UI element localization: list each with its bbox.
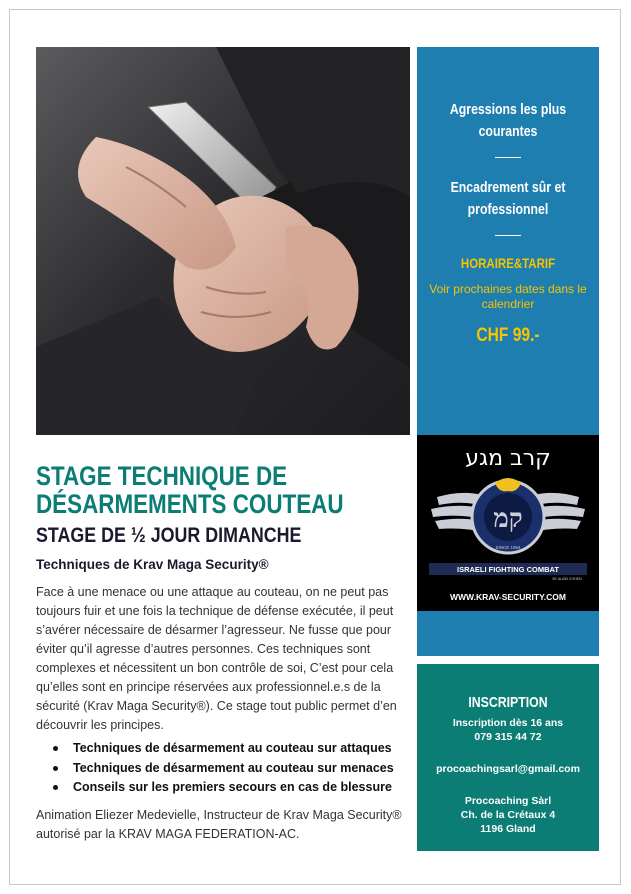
inscription-email[interactable]: procoachingsarl@gmail.com: [436, 763, 580, 775]
main-title-line-1: STAGE TECHNIQUE DE: [36, 461, 288, 491]
list-item: Techniques de désarmement au couteau sur attaques: [36, 739, 416, 759]
main-title: [36, 462, 351, 518]
blue-spacer: [417, 611, 599, 656]
svg-text:WWW.KRAV-SECURITY.COM: WWW.KRAV-SECURITY.COM: [449, 592, 567, 602]
company-city: 1196 Gland: [480, 823, 536, 835]
main-title-line-2: DÉSARMEMENTS COUTEAU: [36, 489, 344, 519]
list-item: Techniques de désarmement au couteau sur menaces: [36, 759, 416, 779]
bullet-icon: [53, 785, 58, 790]
inscription-title: INSCRIPTION: [468, 694, 548, 711]
promo-box: [417, 47, 599, 435]
instructor-credit: Animation Eliezer Medevielle, Instructeur de Krav Maga Security® autorisé par la KRAV MAGA FEDERATION-AC.: [36, 808, 402, 841]
svg-text:ISRAELI FIGHTING COMBAT: ISRAELI FIGHTING COMBAT: [457, 565, 559, 574]
promo-line-2: Encadrement sûr et professionnel: [450, 179, 566, 218]
svg-text:קמ: קמ: [493, 504, 523, 533]
inscription-phone[interactable]: 079 315 44 72: [474, 731, 542, 743]
svg-text:קרב מגע: קרב מגע: [465, 446, 551, 471]
promo-line-1: Agressions les plus courantes: [449, 101, 567, 140]
krav-maga-logo: [417, 435, 599, 611]
tagline: Techniques de Krav Maga Security®: [36, 557, 269, 572]
svg-text:SINCE 1964: SINCE 1964: [495, 545, 521, 550]
bullet-icon: [53, 766, 58, 771]
knife-disarm-photo: [36, 47, 410, 435]
company-street: Ch. de la Crétaux 4: [460, 809, 556, 821]
bullet-icon: [53, 746, 58, 751]
inscription-age: Inscription dès 16 ans: [452, 717, 564, 729]
schedule-title: HORAIRE&TARIF: [460, 255, 556, 271]
inscription-box: [417, 664, 599, 851]
bullet-list: [36, 739, 416, 798]
company-name: Procoaching Sàrl: [464, 795, 552, 807]
sub-title: STAGE DE ½ JOUR DIMANCHE: [36, 524, 302, 547]
list-item: Conseils sur les premiers secours en cas de blessure: [36, 778, 416, 798]
price: CHF 99.-: [476, 325, 540, 346]
svg-text:BY ALAIN COHEN: BY ALAIN COHEN: [552, 577, 582, 581]
schedule-text: Voir prochaines dates dans le calendrier: [429, 282, 587, 311]
description-paragraph: Face à une menace ou une attaque au couteau, on ne peut pas toujours fuir et une fois la technique de défense exécutée, il peut s’avérer nécessaire de désarmer l’agresseur. Ne fusse que pour éviter qu’il agresse d’autres personnes. Ces techniques sont complexes et nécessitent un bon contrôle de soi, C’est pour cela qu’elles sont en principe réservées aux professionnel.e.s de la sécurité (Krav Maga Security®). Ce stage tout public permet d’en découvrir les principes.: [36, 585, 397, 732]
